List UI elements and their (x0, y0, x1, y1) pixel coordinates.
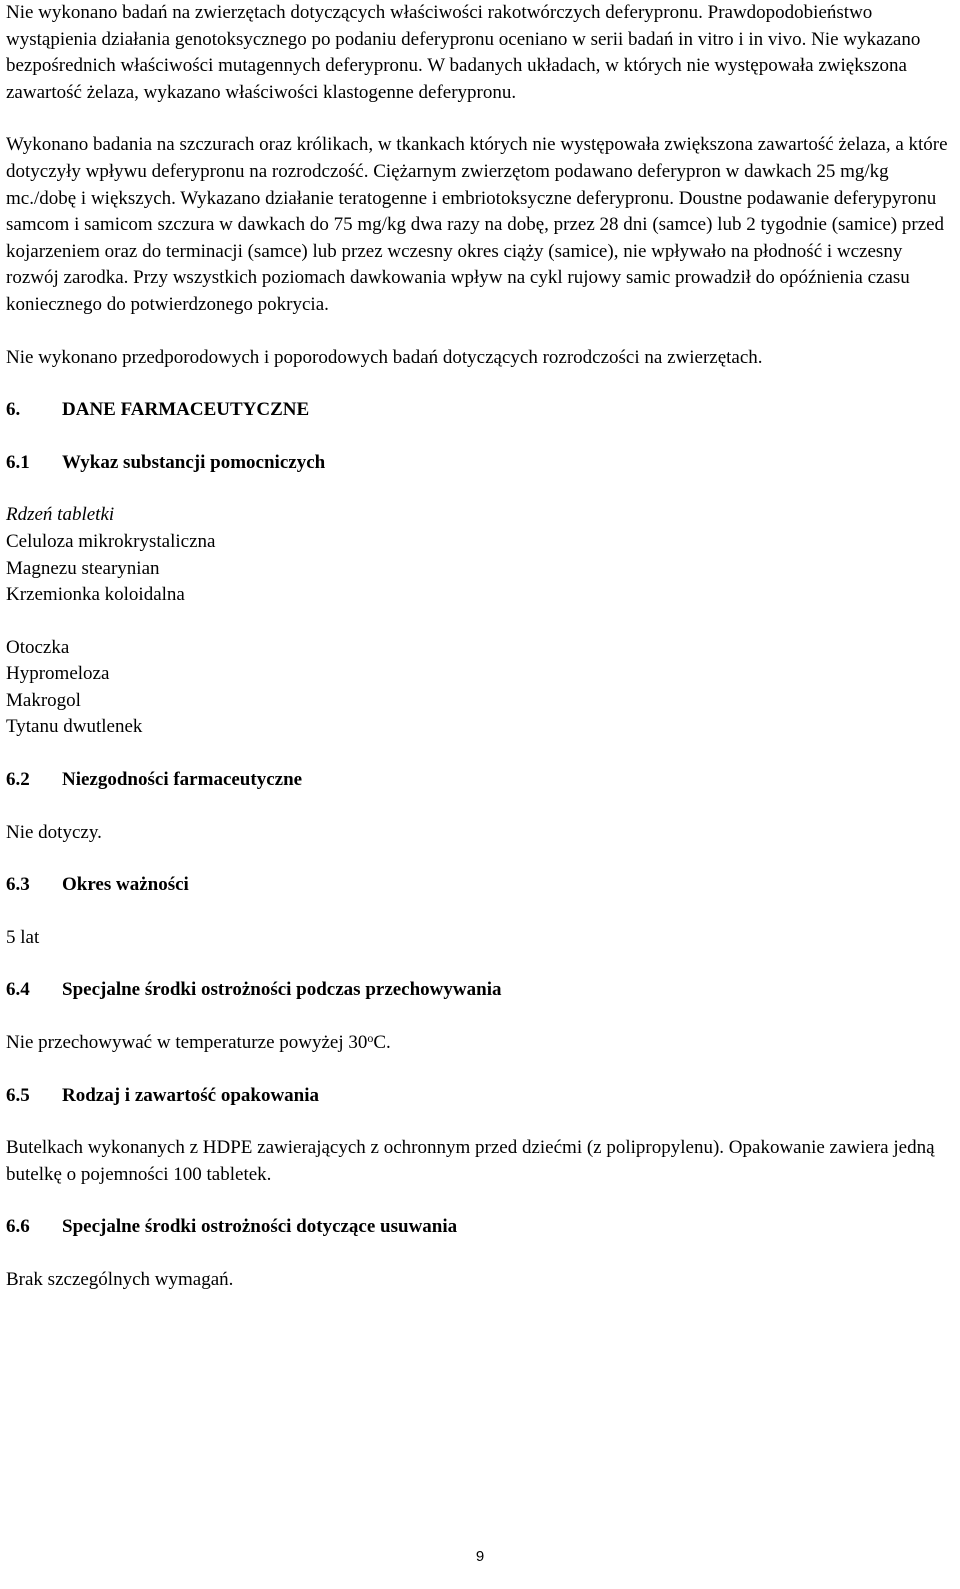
section-6-6-number: 6.6 (6, 1216, 30, 1238)
section-6-6-text: Brak szczególnych wymagań. (6, 1269, 234, 1290)
section-6-5-title: Rodzaj i zawartość opakowania (62, 1084, 320, 1106)
degree-superscript: o (367, 1031, 374, 1046)
section-6-4-title: Specjalne środki ostrożności podczas przechowywania (62, 979, 502, 1001)
coating-excipient-item: Makrogol (6, 689, 81, 711)
section-6-3-heading (6, 872, 951, 899)
core-excipient-item: Magnezu stearynian (6, 557, 160, 579)
coating-excipient-item: Tytanu dwutlenek (6, 716, 143, 738)
section-6-2-title: Niezgodności farmaceutyczne (62, 769, 303, 791)
section-6-number: 6. (6, 399, 21, 421)
core-excipient-item: Krzemionka koloidalna (6, 584, 185, 606)
section-6-2-text: Nie dotyczy. (6, 821, 102, 843)
section-6-4-text (6, 1030, 951, 1057)
section-6-3-text: 5 lat (6, 926, 40, 948)
section-6-2-number: 6.2 (6, 769, 30, 791)
storage-text-main: Nie przechowywać w temperaturze powyżej 30 (6, 1032, 368, 1054)
section-6-heading (6, 397, 951, 424)
page-number: 9 (475, 1548, 485, 1565)
coating-excipient-item: Hypromeloza (6, 663, 110, 685)
core-excipient-list (6, 529, 951, 609)
coating-heading: Otoczka (6, 636, 70, 658)
section-6-4-number: 6.4 (6, 979, 30, 1001)
section-6-title: DANE FARMACEUTYCZNE (62, 399, 310, 421)
section-6-1-title: Wykaz substancji pomocniczych (62, 451, 326, 473)
section-6-4-heading (6, 977, 951, 1004)
coating-excipient-list (6, 661, 951, 741)
section-6-3-number: 6.3 (6, 874, 30, 896)
section-6-3-title: Okres ważności (62, 874, 189, 896)
storage-text-unit: C. (373, 1032, 391, 1054)
section-6-5-text: Butelkach wykonanych z HDPE zawierających z ochronnym przed dziećmi (z polipropylenu). Opakowanie zawiera jedną butelkę o pojemności 100 tabletek. (6, 1137, 935, 1185)
section-6-6-title: Specjalne środki ostrożności dotyczące usuwania (62, 1216, 458, 1238)
section-6-2-heading (6, 767, 951, 794)
core-heading: Rdzeń tabletki (6, 504, 115, 526)
section-6-5-number: 6.5 (6, 1084, 30, 1106)
document-body (6, 0, 951, 1320)
section-6-1-number: 6.1 (6, 451, 30, 473)
paragraph-perinatal: Nie wykonano przedporodowych i poporodowych badań dotyczących rozrodczości na zwierzętach. (6, 346, 763, 368)
section-6-1-heading (6, 450, 951, 477)
core-excipient-item: Celuloza mikrokrystaliczna (6, 530, 216, 552)
paragraph-reproduction: Wykonano badania na szczurach oraz królikach, w tkankach których nie występowała zwiększona zawartość żelaza, a które dotyczyły wpływu deferypronu na rozrodczość. Ciężarnym zwierzętom podawano deferypron w dawkach 25 mg/kg mc./dobę i większych. Wykazano działanie teratogenne i embriotoksyczne deferypronu. Doustne podawanie deferypyronu samcom i samicom szczura w dawkach do 75 mg/kg dwa razy na dobę, przez 28 dni (samce) lub 2 tygodnie (samice) przed kojarzeniem oraz do terminacji (samce) lub przez wczesny okres ciąży (samice), nie wpływało na płodność i wczesny rozwój zarodka. Przy wszystkich poziomach dawkowania wpływ na cykl rujowy samic prowadził do opóźnienia czasu koniecznego do potwierdzonego pokrycia. (6, 134, 948, 315)
paragraph-carcinogenicity: Nie wykonano badań na zwierzętach dotyczących właściwości rakotwórczych deferypronu. Prawdopodobieństwo wystąpienia działania genotoksycznego po podaniu deferypronu oceniano w serii badań in vitro i in vivo. Nie wykazano bezpośrednich właściwości mutagennych deferypronu. W badanych układach, w których nie występowała zwiększona zawartość żelaza, wykazano właściwości klastogenne deferypronu. (6, 2, 921, 103)
section-6-5-heading (6, 1083, 951, 1110)
section-6-6-heading (6, 1214, 951, 1241)
